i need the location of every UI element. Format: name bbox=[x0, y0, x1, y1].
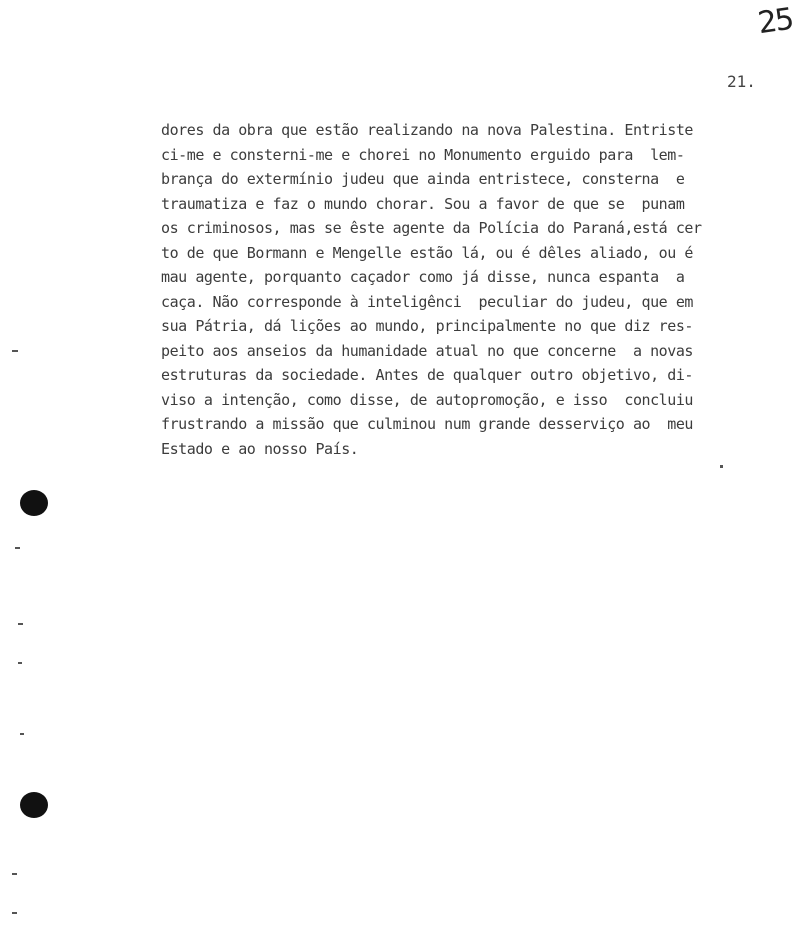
punch-hole bbox=[20, 490, 48, 516]
text-line: brança do extermínio judeu que ainda entristece, consterna e bbox=[161, 170, 685, 188]
punch-hole bbox=[20, 792, 48, 818]
text-line: viso a intenção, como disse, de autopromoção, e isso concluiu bbox=[161, 390, 694, 409]
margin-mark bbox=[20, 733, 24, 735]
text-line: Estado e ao nosso País. bbox=[161, 439, 359, 458]
margin-mark bbox=[12, 350, 18, 352]
text-line: mau agente, porquanto caçador como já disse, nunca espanta a bbox=[161, 268, 685, 286]
text-line: to de que Bormann e Mengelle estão lá, ou é dêles aliado, ou é bbox=[161, 243, 694, 262]
margin-mark bbox=[18, 623, 23, 625]
text-line-1b: ci-me e consterni-me e chorei no Monumento erguido para lem- bbox=[161, 145, 685, 164]
text-line-1a: dores da obra que estão realizando na nova Palestina. Entriste bbox=[161, 121, 694, 139]
text-line: peito aos anseios da humanidade atual no que concerne a novas bbox=[161, 341, 694, 360]
margin-mark bbox=[12, 912, 17, 914]
stray-mark bbox=[720, 465, 723, 468]
handwritten-folio-number: 25 bbox=[755, 1, 795, 42]
text-line: caça. Não corresponde à inteligênci peculiar do judeu, que em bbox=[161, 292, 694, 311]
page-number: 21. bbox=[727, 72, 756, 91]
text-line: frustrando a missão que culminou num grande desserviço ao meu bbox=[161, 415, 694, 433]
text-line: estruturas da sociedade. Antes de qualquer outro objetivo, di- bbox=[161, 366, 694, 384]
text-line: os criminosos, mas se êste agente da Polícia do Paraná,está cer bbox=[161, 219, 702, 237]
margin-mark bbox=[18, 662, 22, 664]
margin-mark bbox=[15, 547, 20, 549]
text-line: sua Pátria, dá lições ao mundo, principalmente no que diz res- bbox=[161, 317, 694, 335]
body-paragraph bbox=[161, 118, 761, 461]
margin-mark bbox=[12, 873, 17, 875]
text-line: traumatiza e faz o mundo chorar. Sou a favor de que se punam bbox=[161, 194, 685, 213]
